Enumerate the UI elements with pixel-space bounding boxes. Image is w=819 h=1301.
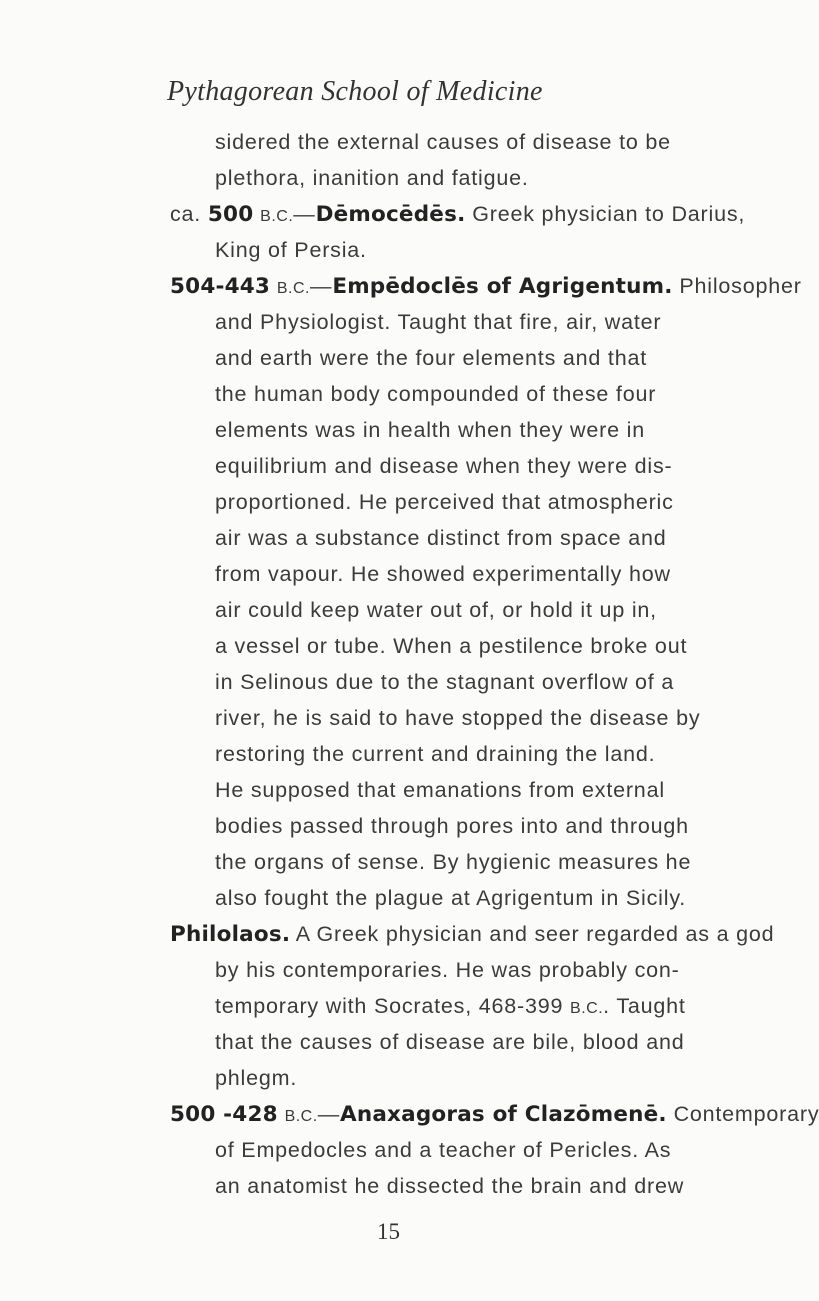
text-line: that the causes of disease are bile, blood and — [215, 1030, 685, 1054]
text-line: air could keep water out of, or hold it up in, — [215, 598, 657, 622]
entry-text: A Greek physician and seer regarded as a god — [295, 922, 775, 946]
text-line: in Selinous due to the stagnant overflow of a — [215, 670, 675, 694]
text-segment: temporary with Socrates, 468-399 — [215, 994, 564, 1018]
entry-philolaos — [170, 920, 774, 949]
entry-year: 500 — [207, 202, 254, 227]
text-line: and earth were the four elements and that — [215, 346, 647, 370]
entry-text: Philosopher — [679, 274, 802, 298]
text-line: phlegm. — [215, 1066, 298, 1090]
entry-anaxagoras — [170, 1100, 819, 1131]
text-line: King of Persia. — [215, 238, 367, 262]
text-line: sidered the external causes of disease to be — [215, 130, 671, 154]
text-line: and Physiologist. Taught that fire, air, water — [215, 310, 662, 334]
text-line: of Empedocles and a teacher of Pericles. As — [215, 1138, 672, 1162]
text-line: equilibrium and disease when they were dis- — [215, 454, 673, 478]
entry-era: B.C. — [276, 280, 310, 297]
text-line: an anatomist he dissected the brain and drew — [215, 1174, 685, 1198]
entry-dash: — — [310, 274, 333, 298]
entry-name: Anaxagoras of Clazōmenē. — [340, 1102, 667, 1127]
entry-name: Dēmocēdēs. — [315, 202, 466, 227]
entry-era: B.C. — [570, 1000, 604, 1017]
entry-empedocles — [170, 272, 802, 303]
text-line: a vessel or tube. When a pestilence broke out — [215, 634, 688, 658]
text-line: by his contemporaries. He was probably con- — [215, 958, 680, 982]
entry-year: 500 -428 — [170, 1102, 278, 1127]
text-line: the human body compounded of these four — [215, 382, 657, 406]
entry-era: B.C. — [284, 1108, 318, 1125]
text-line: river, he is said to have stopped the disease by — [215, 706, 701, 730]
entry-dash: — — [317, 1102, 340, 1126]
text-line: air was a substance distinct from space and — [215, 526, 667, 550]
text-line — [215, 992, 686, 1023]
running-header: Pythagorean School of Medicine — [167, 76, 543, 107]
entry-text: Greek physician to Darius, — [472, 202, 746, 226]
text-line: plethora, inanition and fatigue. — [215, 166, 529, 190]
entry-name: Empēdoclēs of Agrigentum. — [332, 274, 673, 299]
text-line: the organs of sense. By hygienic measures he — [215, 850, 692, 874]
entry-text: Contemporary — [673, 1102, 819, 1126]
entry-name: Philolaos. — [170, 922, 291, 947]
entry-prefix: ca. — [170, 202, 202, 226]
text-line: bodies passed through pores into and through — [215, 814, 689, 838]
text-line: elements was in health when they were in — [215, 418, 645, 442]
text-line: restoring the current and draining the land. — [215, 742, 656, 766]
entry-democedes — [170, 200, 745, 231]
text-line: from vapour. He showed experimentally how — [215, 562, 671, 586]
text-line: proportioned. He perceived that atmospheric — [215, 490, 674, 514]
text-line: also fought the plague at Agrigentum in Sicily. — [215, 886, 687, 910]
entry-year: 504-443 — [170, 274, 271, 299]
entry-dash: — — [293, 202, 316, 226]
text-segment: . Taught — [603, 994, 686, 1018]
page-number: 15 — [377, 1219, 400, 1244]
entry-era: B.C. — [260, 208, 294, 225]
text-line: He supposed that emanations from external — [215, 778, 665, 802]
